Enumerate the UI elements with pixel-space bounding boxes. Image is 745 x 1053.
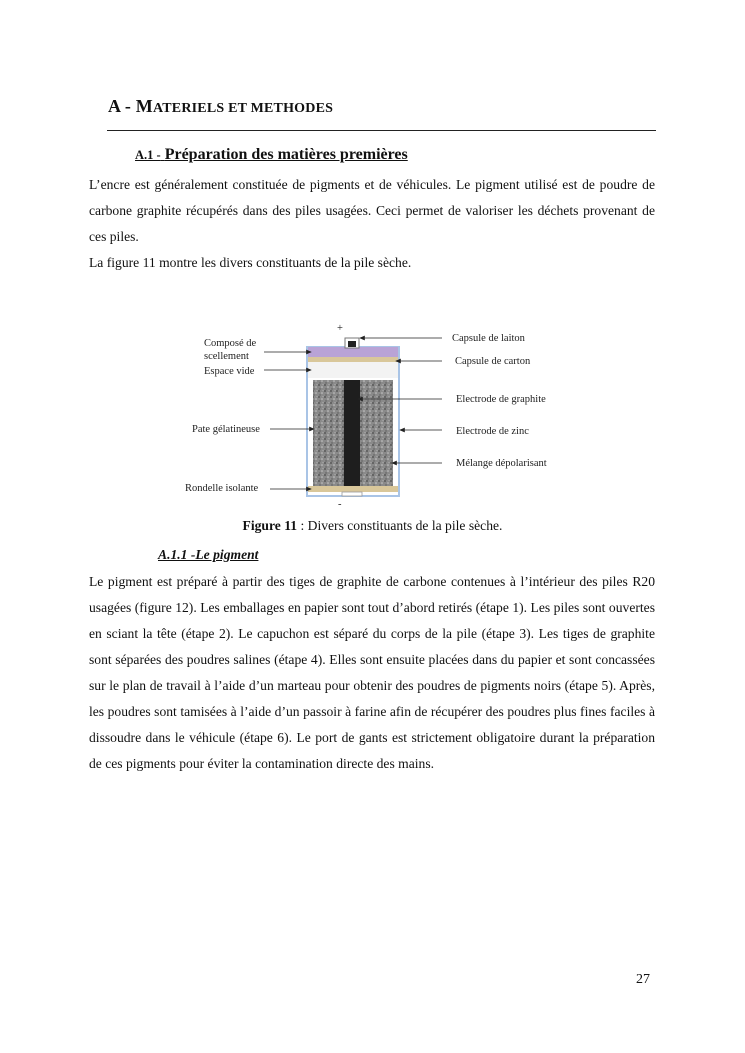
section-heading [108,96,333,117]
label-rondelle-isolante: Rondelle isolante [185,483,259,494]
section-heading-rest: ATERIELS ET METHODES [153,101,334,116]
empty-space [308,362,398,378]
paragraph-pigment: Le pigment est préparé à partir des tiges de graphite de carbone contenues à l’intérieur des piles R20 usagées (figure 12). Les emballages en papier sont tout d’abord retirés (étape 1). Les piles sont ouvertes en sciant la tête (étape 2). Le capuchon est séparé du corps de la pile (étape 3). Les tiges de graphite sont séparées des poudres salines (étape 4). Elles sont ensuite placées dans du papier et sont concassées sur le plan de travail à l’aide d’un marteau pour obtenir des poudres de pigments noirs (étape 5). Après, les poudres sont tamisées à l’aide d’un passoir à farine afin de récupérer des poudres plus fines faciles à dissoudre dans le véhicule (étape 6). Le port de gants est strictement obligatoire durant la préparation de ces pigments pour éviter la contamination directe des mains. [89,574,655,771]
label-compose: Composé de [204,338,257,349]
subsection-title: Préparation des matières premières [164,146,408,163]
minus-sign: - [338,499,342,508]
insulating-washer [308,486,398,492]
paragraph-intro: L’encre est généralement constituée de pigments et de véhicules. Le pigment utilisé est de poudre de carbone graphite récupérés dans des piles usagées. Ceci permet de valoriser les déchets provenant de ces piles. [89,177,655,244]
figure-caption [0,518,745,534]
label-electrode-graphite: Electrode de graphite [456,394,546,405]
graphite-rod [344,380,360,486]
label-espace-vide: Espace vide [204,366,255,377]
subsubsection-heading: A.1.1 -Le pigment [158,547,259,562]
section-heading-prefix: A - M [108,96,153,116]
label-capsule-carton: Capsule de carton [455,356,531,367]
page-number: 27 [636,972,650,987]
carton-cap [308,357,398,362]
plus-sign: + [337,323,343,334]
label-pate-gelatineuse: Pate gélatineuse [192,424,260,435]
label-capsule-laiton: Capsule de laiton [452,333,525,344]
figure-caption-text: : Divers constituants de la pile sèche. [297,518,503,533]
heading-rule [107,130,656,131]
paragraph-figure-ref: La figure 11 montre les divers constituants de la pile sèche. [89,255,412,270]
figure-caption-label: Figure 11 [242,518,298,533]
subsection-heading [135,146,408,164]
label-scellement: scellement [204,351,249,362]
label-electrode-zinc: Electrode de zinc [456,426,529,437]
battery-figure [180,318,570,508]
bottom-terminal [342,492,362,496]
label-melange: Mélange dépolarisant [456,458,547,469]
subsection-number: A.1 - [135,148,161,162]
